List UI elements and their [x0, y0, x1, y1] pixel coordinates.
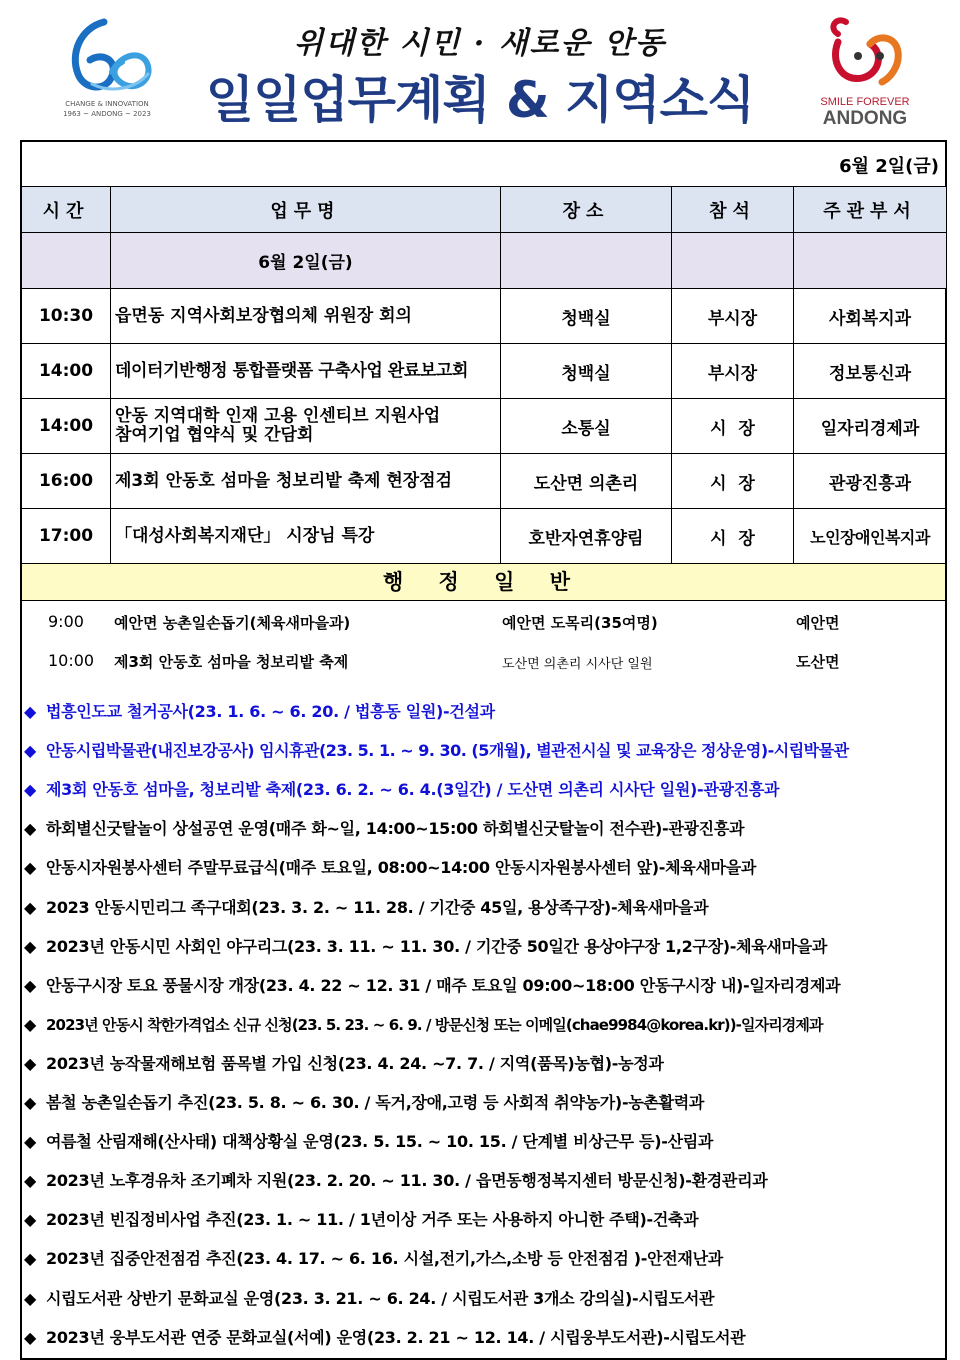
notice-text: 안동시립박물관(내진보강공사) 임시휴관(23. 5. 1. ~ 9. 30. (5개월), 별관전시실 및 교육장은 정상운영)-시립박물관	[46, 741, 849, 761]
day-row-blank	[672, 233, 794, 289]
header-task: 업무명	[111, 187, 501, 233]
notice-text: 법흥인도교 철거공사(23. 1. 6. ~ 6. 20. / 법흥동 일원)-건설과	[46, 702, 495, 721]
notice-text: 2023년 빈집정비사업 추진(23. 1. ~ 11. / 1년이상 거주 또는 사용하지 아니한 주택)-건축과	[46, 1210, 699, 1230]
notice-text: 2023년 집중안전점검 추진(23. 4. 17. ~ 6. 16. 시설,전기,가스,소방 등 안전점검 )-안전재난과	[46, 1249, 723, 1269]
notice-text: 2023년 안동시 착한가격업소 신규 신청(23. 5. 23. ~ 6. 9. / 방문신청 또는 이메일(chae9984@korea.kr))-일자리경제과	[46, 1015, 823, 1034]
notice-item	[24, 778, 944, 808]
smile-forever-andong-logo	[808, 12, 922, 128]
row-dept: 사회복지과	[794, 289, 947, 344]
notice-item	[24, 1247, 944, 1277]
diamond-bullet-icon: ◆	[24, 1093, 37, 1112]
row-dept: 노인장애인복지과	[794, 509, 947, 564]
schedule-table	[21, 186, 947, 564]
row-place: 호반자연휴양림	[501, 509, 672, 564]
admin-section-title: 행 정 일 반	[21, 563, 946, 601]
diamond-bullet-icon: ◆	[24, 780, 37, 800]
diamond-bullet-icon: ◆	[24, 1210, 37, 1230]
diamond-bullet-icon: ◆	[24, 1053, 37, 1073]
row-task	[111, 399, 501, 454]
notice-item	[24, 817, 944, 847]
diamond-bullet-icon: ◆	[24, 936, 37, 956]
row-place: 청백실	[501, 344, 672, 399]
table-row	[22, 344, 947, 399]
diamond-bullet-icon: ◆	[24, 858, 37, 878]
row-attendee: 부시장	[672, 344, 794, 399]
city-slogan: 위대한 시민 · 새로운 안동	[293, 26, 667, 61]
notice-text: 2023 안동시민리그 족구대회(23. 3. 2. ~ 11. 28. / 기간중 45일, 용상족구장)-체육새마을과	[46, 897, 709, 917]
notice-text: 봄철 농촌일손돕기 추진(23. 5. 8. ~ 6. 30. / 독거,장애,고령 등 사회적 취약농가)-농촌활력과	[46, 1093, 705, 1112]
header-attendee: 참석	[672, 187, 794, 233]
admin-org: 도산면	[796, 653, 840, 671]
notice-item	[24, 935, 944, 965]
day-row-blank	[22, 233, 111, 289]
notice-item	[24, 1013, 944, 1043]
row-attendee: 부시장	[672, 289, 794, 344]
diamond-bullet-icon: ◆	[24, 1171, 37, 1191]
row-time: 14:00	[22, 344, 111, 399]
notice-item	[24, 700, 944, 730]
notice-item	[24, 1091, 944, 1121]
page-title: 일일업무계획 & 지역소식	[205, 71, 755, 129]
report-date: 6월 2일(금)	[839, 156, 939, 177]
row-task-line2: 참여기업 협약식 및 간담회	[115, 425, 314, 445]
admin-time: 10:00	[48, 651, 95, 670]
admin-name: 예안면 농촌일손돕기(체육새마을과)	[114, 614, 351, 632]
diamond-bullet-icon: ◆	[24, 1288, 37, 1308]
row-attendee: 시 장	[672, 399, 794, 454]
admin-place: 도산면 의촌리 시사단 일원	[502, 657, 653, 672]
row-task-line1: 안동 지역대학 인재 고용 인센티브 지원사업	[115, 406, 441, 426]
row-attendee: 시 장	[672, 509, 794, 564]
notice-text: 2023년 노후경유차 조기폐차 지원(23. 2. 20. ~ 11. 30. / 읍면동행정복지센터 방문신청)-환경관리과	[46, 1171, 768, 1191]
notice-text: 하회별신굿탈놀이 상설공연 운영(매주 화~일, 14:00~15:00 하회별신굿탈놀이 전수관)-관광진흥과	[46, 819, 745, 839]
admin-name: 제3회 안동호 섬마을 청보리밭 축제	[114, 653, 349, 671]
table-row	[22, 289, 947, 344]
notice-text: 안동구시장 토요 풍물시장 개장(23. 4. 22 ~ 12. 31 / 매주 토요일 09:00~18:00 안동구시장 내)-일자리경제과	[46, 975, 841, 995]
notice-text: 여름철 산림재해(산사태) 대책상황실 운영(23. 5. 15. ~ 10. 15. / 단계별 비상근무 등)-산림과	[46, 1132, 714, 1152]
logo-andong-tagline: SMILE FOREVER	[820, 96, 910, 108]
notice-item	[24, 974, 944, 1004]
row-time: 16:00	[22, 454, 111, 509]
row-dept: 관광진흥과	[794, 454, 947, 509]
notice-item	[24, 739, 944, 769]
notice-text: 2023년 안동시민 사회인 야구리그(23. 3. 11. ~ 11. 30. / 기간중 50일간 용상야구장 1,2구장)-체육새마을과	[46, 936, 828, 956]
notice-item	[24, 856, 944, 886]
notice-text: 시립도서관 상반기 문화교실 운영(23. 3. 21. ~ 6. 24. / 시립도서관 3개소 강의실)-시립도서관	[46, 1288, 715, 1308]
admin-place: 예안면 도목리(35여명)	[502, 614, 658, 632]
row-dept: 정보통신과	[794, 344, 947, 399]
diamond-bullet-icon: ◆	[24, 741, 37, 761]
notice-text: 안동시자원봉사센터 주말무료급식(매주 토요일, 08:00~14:00 안동시자원봉사센터 앞)-체육새마을과	[46, 858, 757, 878]
notice-item	[24, 1169, 944, 1199]
day-row-blank	[501, 233, 672, 289]
logo60-caption-1: CHANGE & INNOVATION	[65, 100, 149, 108]
row-time: 10:30	[22, 289, 111, 344]
diamond-bullet-icon: ◆	[24, 702, 37, 721]
logo60-caption-2: 1963 ~ ANDONG ~ 2023	[63, 110, 151, 118]
row-task: 제3회 안동호 섬마을 청보리밭 축제 현장점검	[111, 454, 501, 509]
notice-item	[24, 1326, 944, 1356]
diamond-bullet-icon: ◆	[24, 1014, 37, 1034]
row-task: 「대성사회복지재단」 시장님 특강	[111, 509, 501, 564]
page-header	[0, 0, 960, 140]
admin-time: 9:00	[48, 612, 84, 631]
row-time: 17:00	[22, 509, 111, 564]
row-dept: 일자리경제과	[794, 399, 947, 454]
admin-row	[22, 606, 945, 636]
header-place: 장소	[501, 187, 672, 233]
row-attendee: 시 장	[672, 454, 794, 509]
diamond-bullet-icon: ◆	[24, 975, 37, 995]
schedule-header-row	[22, 187, 947, 233]
diamond-bullet-icon: ◆	[24, 819, 37, 839]
notice-item	[24, 1130, 944, 1160]
notice-text: 제3회 안동호 섬마을, 청보리밭 축제(23. 6. 2. ~ 6. 4.(3일간) / 도산면 의촌리 시사단 일원)-관광진흥과	[46, 780, 780, 800]
row-place: 도산면 의촌리	[501, 454, 672, 509]
row-place: 소통실	[501, 399, 672, 454]
day-label: 6월 2일(금)	[111, 233, 501, 289]
notice-item	[24, 1287, 944, 1317]
diamond-bullet-icon: ◆	[24, 897, 37, 917]
logo-andong-name: ANDONG	[822, 108, 908, 129]
notice-item	[24, 896, 944, 926]
admin-org: 예안면	[796, 614, 840, 632]
row-task: 데이터기반행정 통합플랫폼 구축사업 완료보고회	[111, 344, 501, 399]
row-place: 청백실	[501, 289, 672, 344]
header-dept: 주관부서	[794, 187, 947, 233]
row-task: 읍면동 지역사회보장협의체 위원장 회의	[111, 289, 501, 344]
diamond-bullet-icon: ◆	[24, 1249, 37, 1269]
date-row	[22, 142, 945, 186]
notice-item	[24, 1208, 944, 1238]
header-time: 시간	[22, 187, 111, 233]
diamond-bullet-icon: ◆	[24, 1327, 37, 1347]
diamond-bullet-icon: ◆	[24, 1132, 37, 1152]
admin-row	[22, 645, 945, 675]
table-row	[22, 454, 947, 509]
notice-text: 2023년 웅부도서관 연중 문화교실(서예) 운영(23. 2. 21 ~ 12. 14. / 시립웅부도서관)-시립도서관	[46, 1327, 746, 1347]
notice-item	[24, 1052, 944, 1082]
andong-smile-icon	[808, 12, 922, 94]
row-time: 14:00	[22, 399, 111, 454]
day-row-blank	[794, 233, 947, 289]
notice-text: 2023년 농작물재해보험 품목별 가입 신청(23. 4. 24. ~7. 7. / 지역(품목)농협)-농정과	[46, 1053, 664, 1073]
day-row	[22, 233, 947, 289]
table-row	[22, 509, 947, 564]
table-row	[22, 399, 947, 454]
